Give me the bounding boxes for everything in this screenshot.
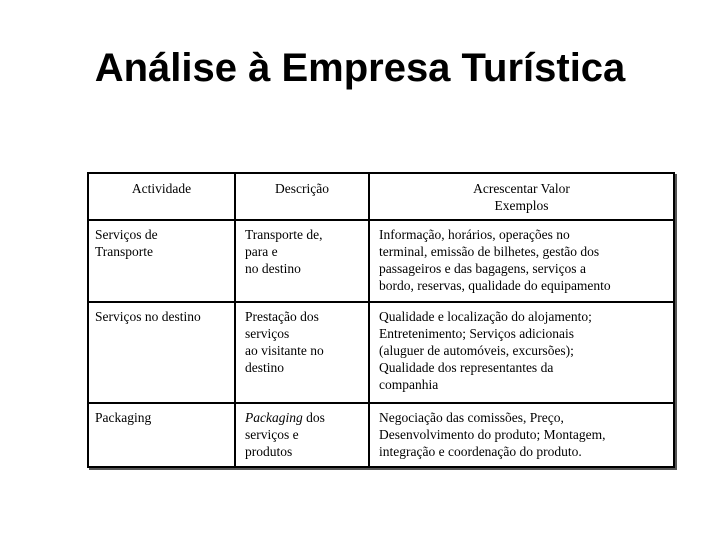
cell-line: passageiros e das bagagens, serviços a bbox=[379, 261, 586, 276]
cell-description bbox=[235, 403, 369, 466]
value-chain-table bbox=[89, 174, 673, 466]
header-value-line: Acrescentar Valor bbox=[473, 181, 570, 196]
table-header-row bbox=[89, 174, 673, 220]
cell-line: Entretenimento; Serviços adicionais bbox=[379, 326, 574, 342]
cell-line: ao visitante no bbox=[245, 343, 324, 359]
cell-line: serviços bbox=[245, 326, 290, 342]
cell-line: bordo, reservas, qualidade do equipamento bbox=[379, 278, 611, 293]
header-examples-line: Exemplos bbox=[494, 198, 549, 213]
header-value-examples bbox=[369, 174, 673, 220]
cell-examples bbox=[369, 220, 673, 302]
table-row bbox=[89, 403, 673, 466]
cell-line: serviços e bbox=[245, 426, 299, 442]
cell-line: (aluguer de automóveis, excursões); bbox=[379, 343, 574, 359]
cell-activity bbox=[89, 220, 235, 302]
cell-line: Negociação das comissões, Preço, bbox=[379, 409, 564, 425]
cell-description bbox=[235, 220, 369, 302]
cell-line: integração e coordenação do produto. bbox=[379, 443, 582, 459]
cell-line: Serviços no destino bbox=[95, 309, 201, 325]
cell-line: Transporte de, bbox=[245, 227, 323, 242]
slide-title: Análise à Empresa Turística bbox=[94, 46, 626, 90]
cell-line: Desenvolvimento do produto; Montagem, bbox=[379, 426, 606, 442]
cell-line: para e bbox=[245, 244, 278, 259]
table-row bbox=[89, 302, 673, 402]
cell-line: produtos bbox=[245, 443, 293, 459]
cell-line: Packaging bbox=[95, 409, 152, 425]
cell-examples bbox=[369, 302, 673, 402]
cell-line: Informação, horários, operações no bbox=[379, 227, 570, 242]
cell-examples bbox=[369, 403, 673, 466]
cell-line-mixed bbox=[245, 409, 362, 426]
cell-line: Prestação dos bbox=[245, 309, 319, 325]
activities-table bbox=[87, 172, 675, 468]
header-activity: Actividade bbox=[89, 174, 235, 220]
cell-line: companhia bbox=[379, 377, 439, 393]
cell-line: Qualidade e localização do alojamento; bbox=[379, 309, 592, 325]
cell-line: no destino bbox=[245, 261, 301, 276]
cell-line-rest: dos bbox=[302, 409, 325, 425]
cell-line: Qualidade dos representantes da bbox=[379, 360, 554, 376]
cell-line: Serviços de bbox=[95, 227, 158, 242]
header-description: Descrição bbox=[235, 174, 369, 220]
cell-line: Transporte bbox=[95, 244, 154, 259]
cell-activity bbox=[89, 302, 235, 402]
cell-description bbox=[235, 302, 369, 402]
table-row bbox=[89, 220, 673, 302]
cell-line: destino bbox=[245, 360, 284, 376]
cell-line: terminal, emissão de bilhetes, gestão dos bbox=[379, 244, 600, 259]
cell-activity bbox=[89, 403, 235, 466]
italic-term: Packaging bbox=[245, 409, 303, 425]
